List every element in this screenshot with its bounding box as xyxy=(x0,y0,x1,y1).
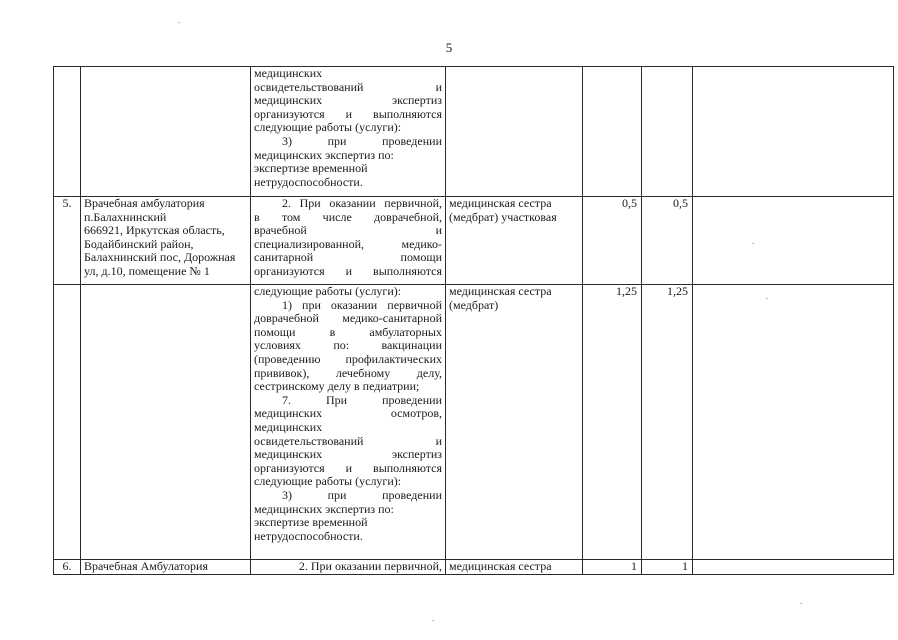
facility-line: Врачебная Амбулатория xyxy=(84,559,208,573)
works-line: доврачебной медико-санитарной xyxy=(254,311,442,326)
rate-cell: 1 xyxy=(642,560,693,575)
scan-speck xyxy=(178,22,180,23)
works-line: 3) при проведении xyxy=(282,133,442,148)
scan-speck xyxy=(432,620,434,621)
works-line: прививок), лечебному делу, xyxy=(254,365,442,380)
works-line: медицинских экспертиз xyxy=(254,93,442,108)
works-line: условиях по: вакцинации xyxy=(254,338,442,353)
works-cell xyxy=(251,285,446,560)
works-line: 2. При оказании первичной, xyxy=(298,559,442,573)
rate-cell: 0,5 xyxy=(642,197,693,285)
rate-cell: 1,25 xyxy=(642,285,693,560)
works-line: медицинских экспертиз по: xyxy=(254,147,394,162)
works-line: организуются и выполняются xyxy=(254,106,442,121)
table-row xyxy=(54,67,894,197)
works-line: медицинских xyxy=(254,66,323,80)
staff-table xyxy=(53,66,894,575)
row-number xyxy=(54,285,81,560)
scan-speck xyxy=(752,243,754,244)
rate-cell xyxy=(583,67,642,197)
works-line: 3) при проведении xyxy=(282,487,442,502)
rate-cell xyxy=(642,67,693,197)
rate-cell: 0,5 xyxy=(583,197,642,285)
table-row xyxy=(54,197,894,285)
works-line: медицинских xyxy=(254,419,323,434)
rate-cell: 1 xyxy=(583,560,642,575)
works-cell xyxy=(251,197,446,285)
works-line: медицинских экспертиз xyxy=(254,447,442,462)
position-cell: медицинская сестра xyxy=(446,560,583,575)
works-line: медицинских осмотров, xyxy=(254,406,442,421)
facility-cell xyxy=(81,560,251,575)
facility-line: Врачебная амбулатория xyxy=(84,196,205,210)
works-line: санитарной помощи xyxy=(254,250,442,265)
facility-line: ул, д.10, помещение № 1 xyxy=(84,263,210,278)
works-line: специализированной, медико- xyxy=(254,236,442,251)
row-number: 6. xyxy=(54,560,81,575)
notes-cell xyxy=(693,67,894,197)
facility-line: Бодайбинский район, xyxy=(84,236,194,251)
facility-line: п.Балахнинский xyxy=(84,209,167,224)
works-line: экспертизе временной xyxy=(254,161,368,176)
works-line: медицинских экспертиз по: xyxy=(254,501,394,516)
position-cell xyxy=(446,67,583,197)
position-cell: медицинская сестра (медбрат) участковая xyxy=(446,197,583,285)
works-line: в том числе доврачебной, xyxy=(254,209,442,224)
scan-speck xyxy=(766,298,768,299)
works-line: 2. При оказании первичной, xyxy=(282,196,442,210)
table-row xyxy=(54,560,894,575)
works-line: организуются и выполняются xyxy=(254,263,442,278)
works-line: помощи в амбулаторных xyxy=(254,324,442,339)
works-line: организуются и выполняются xyxy=(254,460,442,475)
works-line: (проведению профилактических xyxy=(254,351,442,366)
rate-cell: 1,25 xyxy=(583,285,642,560)
row-number xyxy=(54,67,81,197)
works-line: освидетельствований и xyxy=(254,433,442,448)
works-line: освидетельствований и xyxy=(254,79,442,94)
works-line: следующие работы (услуги): xyxy=(254,284,402,298)
notes-cell xyxy=(693,197,894,285)
notes-cell xyxy=(693,285,894,560)
facility-cell xyxy=(81,197,251,285)
table-row xyxy=(54,285,894,560)
page-number: 5 xyxy=(445,40,453,55)
works-line: экспертизе временной xyxy=(254,515,368,530)
row-number: 5. xyxy=(54,197,81,285)
facility-line: 666921, Иркутская область, xyxy=(84,223,225,238)
scan-speck xyxy=(800,603,802,604)
works-line: следующие работы (услуги): xyxy=(254,474,402,489)
works-cell xyxy=(251,67,446,197)
facility-line: Балахнинский пос, Дорожная xyxy=(84,250,236,265)
position-cell: медицинская сестра (медбрат) xyxy=(446,285,583,560)
works-line: нетрудоспособности. xyxy=(254,528,363,543)
facility-cell xyxy=(81,67,251,197)
works-line: 1) при оказании первичной xyxy=(282,297,442,312)
works-line: врачебной и xyxy=(254,223,442,238)
works-cell xyxy=(251,560,446,575)
notes-cell xyxy=(693,560,894,575)
works-line: 7. При проведении xyxy=(282,392,442,407)
works-line: сестринскому делу в педиатрии; xyxy=(254,379,420,394)
facility-cell xyxy=(81,285,251,560)
works-line: нетрудоспособности. xyxy=(254,174,363,189)
works-line: следующие работы (услуги): xyxy=(254,120,402,135)
